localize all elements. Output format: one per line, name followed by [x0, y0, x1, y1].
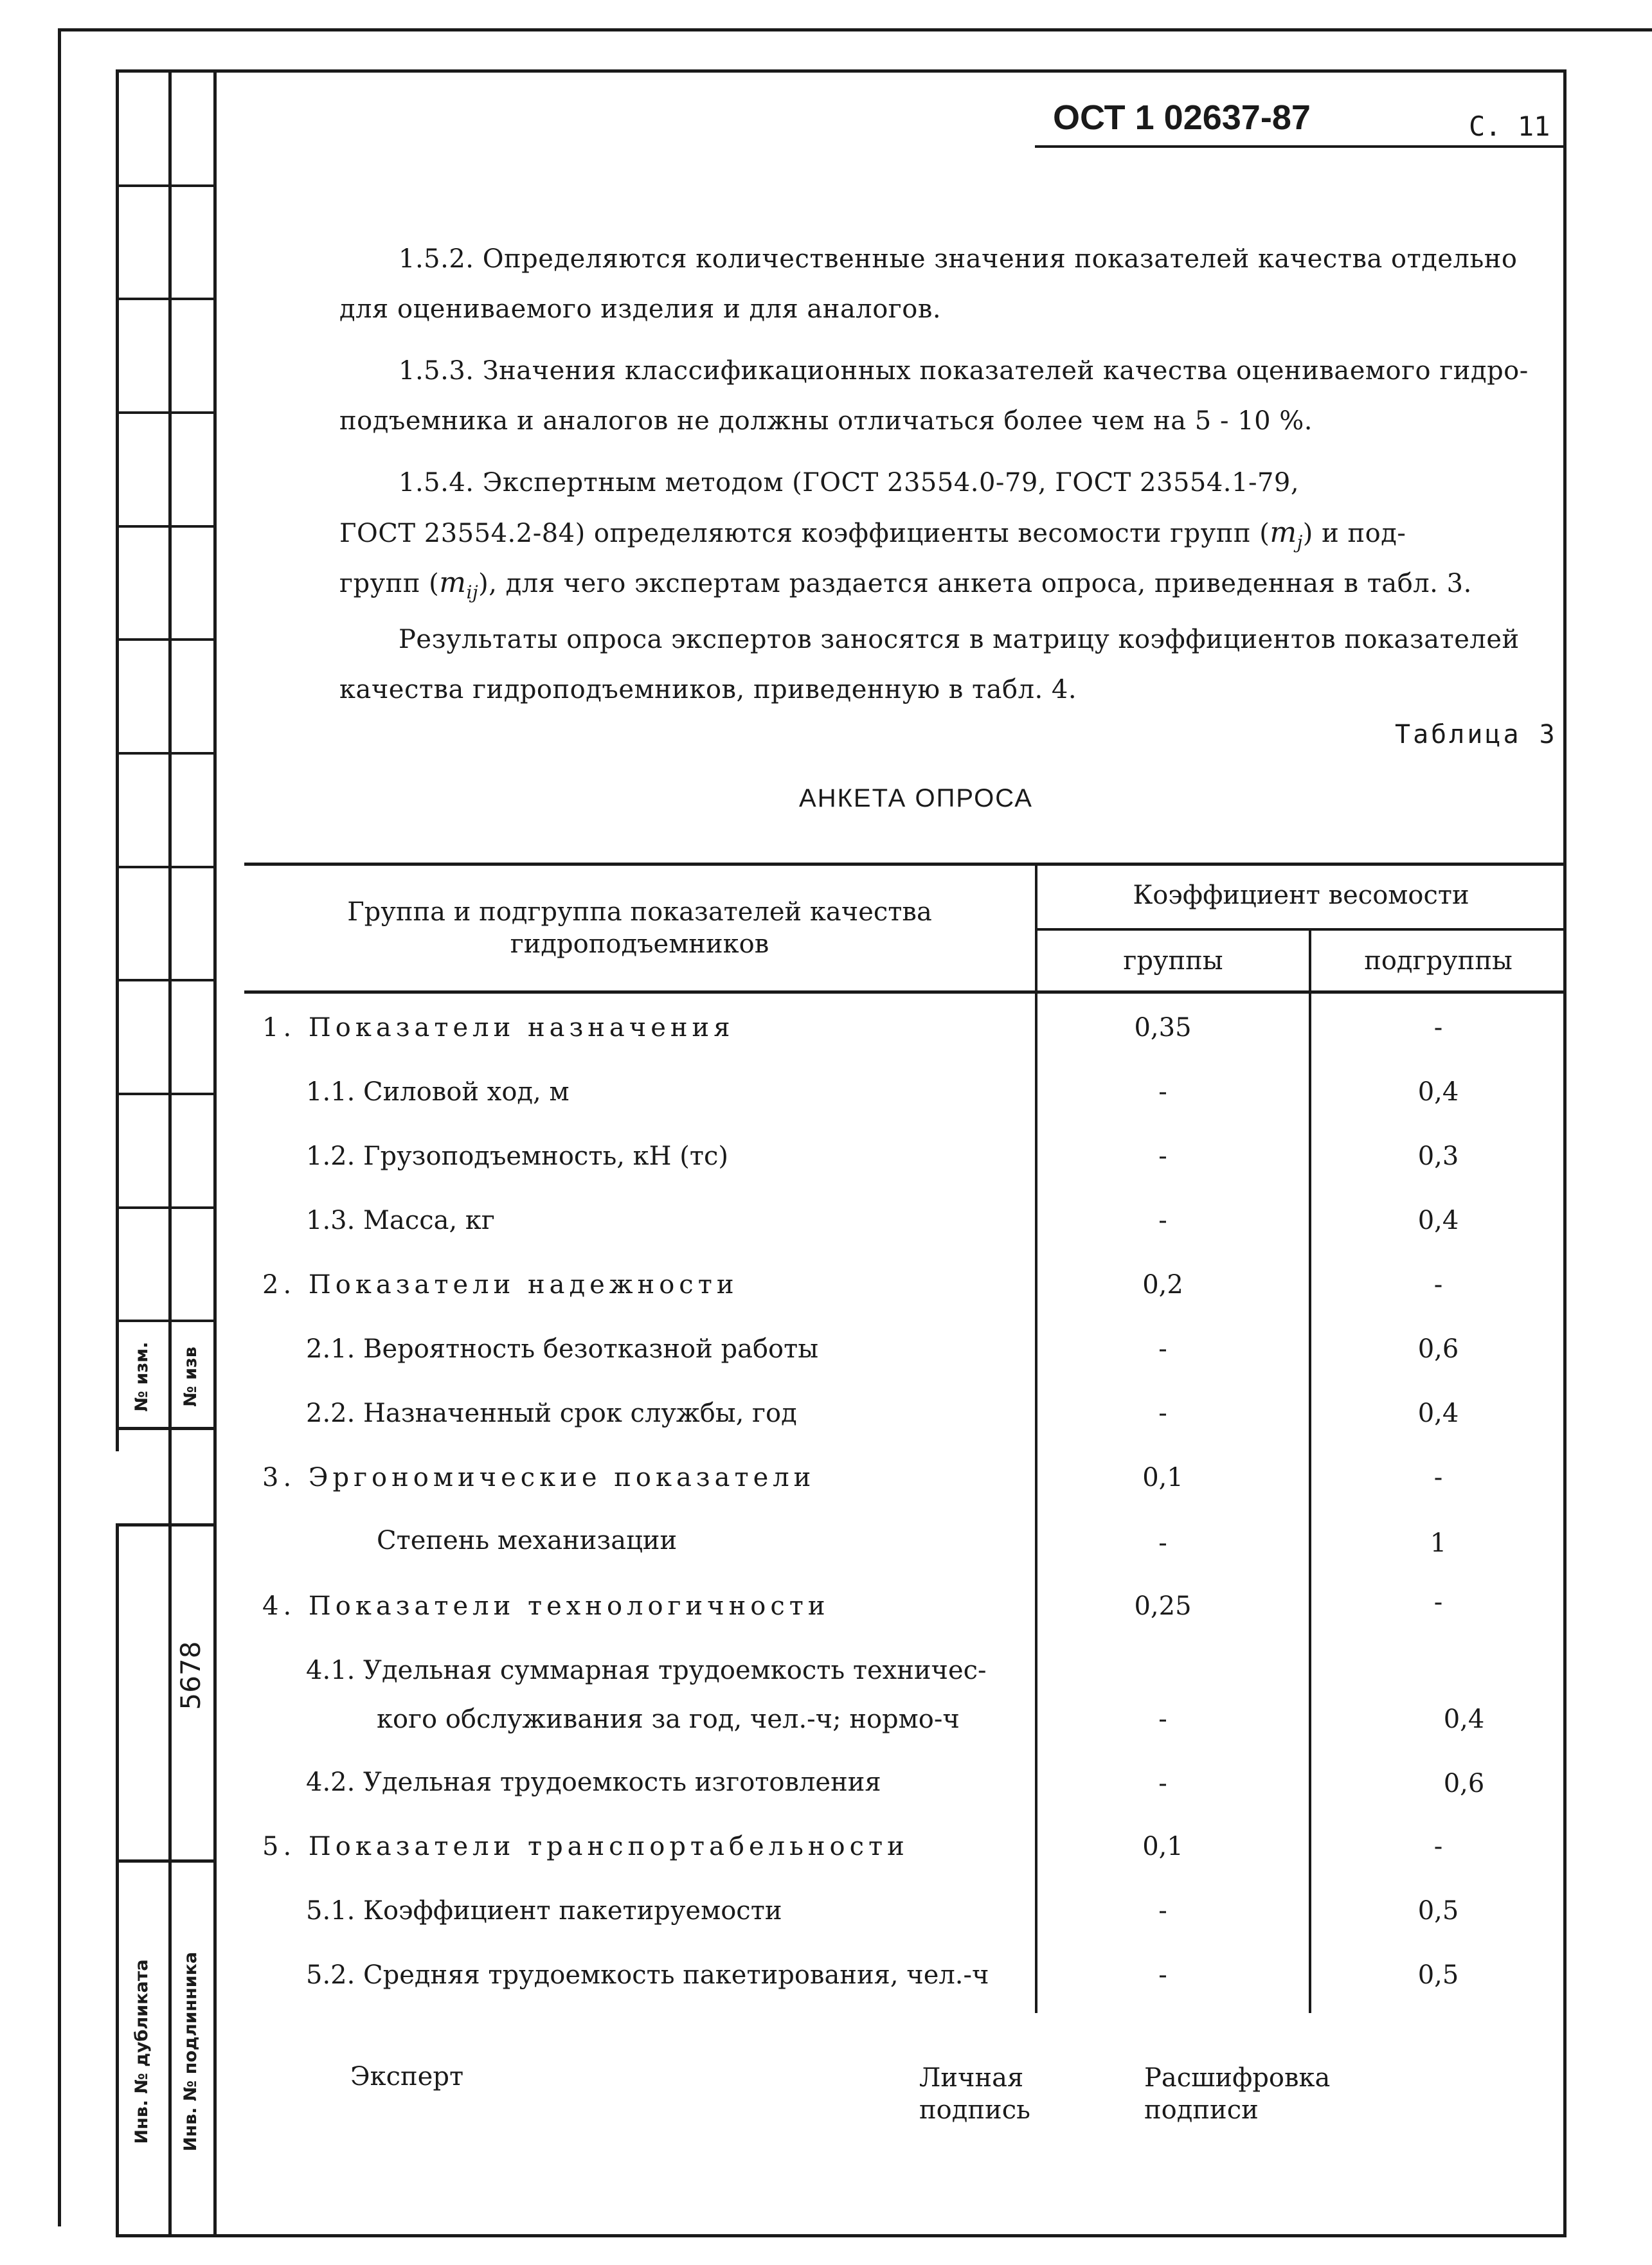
sidebar-row-line [116, 1859, 213, 1863]
row-1-1-name: 1.1. Силовой ход, м [306, 1077, 570, 1107]
signature-expert: Эксперт [350, 2062, 464, 2091]
row-1-name: 1. Показатели назначения [262, 1013, 735, 1043]
sidebar-row-line [116, 298, 213, 300]
p154-line2-start: ГОСТ 23554.2-84) определяются коэффициенты весомости групп ( [339, 519, 1270, 548]
row-3-a-group: - [1158, 1528, 1167, 1558]
row-3-a-subgroup: 1 [1430, 1528, 1447, 1558]
row-5-subgroup: - [1433, 1832, 1443, 1861]
sidebar-row-line [116, 184, 213, 187]
row-2-1-group: - [1158, 1334, 1167, 1364]
table-top-rule [244, 863, 1565, 866]
frame-top [116, 69, 1565, 73]
row-2-subgroup: - [1433, 1270, 1443, 1300]
row-3-subgroup: - [1433, 1463, 1443, 1492]
row-5-name: 5. Показатели транспортабельности [262, 1832, 909, 1861]
header-group: группы [1123, 946, 1223, 976]
row-4-1-name-cont: кого обслуживания за год, чел.-ч; нормо-ч [377, 1705, 960, 1734]
p153-line2: подъемника и аналогов не должны отличаться более чем на 5 - 10 %. [339, 406, 1313, 436]
doc-code: ОСТ 1 02637-87 [1053, 98, 1311, 137]
frame-left-outer [116, 69, 119, 1451]
row-2-name: 2. Показатели надежности [262, 1270, 739, 1300]
header-weight: Коэффициент весомости [1133, 881, 1469, 910]
sidebar-row-line [116, 638, 213, 641]
row-1-3-name: 1.3. Масса, кг [306, 1206, 495, 1235]
row-4-2-subgroup: 0,6 [1443, 1769, 1485, 1798]
row-3-name: 3. Эргономические показатели [262, 1463, 816, 1492]
table-header-bottom-rule [244, 990, 1565, 994]
row-5-group: 0,1 [1142, 1832, 1183, 1861]
sidebar-row-line [116, 752, 213, 755]
sidebar-change-no: № изм. [132, 1341, 152, 1412]
row-5-2-group: - [1158, 1960, 1167, 1990]
left-edge-line [58, 28, 61, 2226]
sidebar-row-line [116, 1093, 213, 1095]
p154-line3 [339, 558, 1472, 618]
sidebar-row-line [116, 979, 213, 981]
row-4-1-group: - [1158, 1705, 1167, 1734]
p154-line3-start: групп ( [339, 569, 440, 598]
row-5-1-name: 5.1. Коэффициент пакетируемости [306, 1896, 782, 1926]
sidebar-row-line [116, 1523, 213, 1526]
row-4-name: 4. Показатели технологичности [262, 1591, 830, 1621]
p154-line1: 1.5.4. Экспертным методом (ГОСТ 23554.0-79, ГОСТ 23554.1-79, [399, 468, 1300, 497]
table-label: Таблица 3 [1395, 720, 1558, 749]
row-2-2-group: - [1158, 1399, 1167, 1428]
sidebar-row-line [116, 1320, 213, 1322]
row-2-group: 0,2 [1142, 1270, 1183, 1300]
signature-decode-line1: Расшифровка [1144, 2063, 1331, 2093]
sidebar-row-line [116, 525, 213, 528]
p154-line3-end: ), для чего экспертам раздается анкета опроса, приведенная в табл. 3. [478, 569, 1472, 598]
row-5-2-subgroup: 0,5 [1417, 1960, 1459, 1990]
page-label: С. 11 [1469, 111, 1550, 142]
sidebar-notice-no: № изв [181, 1347, 201, 1407]
header-underline [1035, 145, 1563, 148]
frame-left-mid [168, 69, 172, 2237]
row-1-2-subgroup: 0,3 [1417, 1141, 1459, 1171]
signature-decode-line2: подписи [1144, 2095, 1259, 2125]
frame-left-inner [213, 69, 217, 2237]
symbol-m-ij: $m_{ij}$ [439, 566, 479, 603]
row-4-1-name: 4.1. Удельная суммарная трудоемкость техничес- [306, 1656, 987, 1685]
row-5-2-name: 5.2. Средняя трудоемкость пакетирования, чел.-ч [306, 1960, 989, 1990]
row-3-a-name: Степень механизации [377, 1526, 678, 1555]
row-4-2-name: 4.2. Удельная трудоемкость изготовления [306, 1768, 881, 1797]
header-subgroup: подгруппы [1364, 946, 1513, 976]
row-4-1-subgroup: 0,4 [1443, 1705, 1485, 1734]
row-2-2-name: 2.2. Назначенный срок службы, год [306, 1399, 797, 1428]
symbol-m-j: $m_j$ [1270, 516, 1303, 553]
signature-personal-line2: подпись [919, 2095, 1030, 2125]
row-1-3-subgroup: 0,4 [1417, 1206, 1459, 1235]
results-line2: качества гидроподъемников, приведенную в табл. 4. [339, 675, 1077, 704]
p152-line1: 1.5.2. Определяются количественные значения показателей качества отдельно [399, 244, 1518, 274]
frame-bottom [116, 2234, 1567, 2237]
row-1-1-group: - [1158, 1077, 1167, 1107]
header-group-subgroup-line2: гидроподъемников [510, 929, 769, 959]
row-2-2-subgroup: 0,4 [1417, 1399, 1459, 1428]
table-weight-subrule [1035, 928, 1565, 931]
p152-line2: для оцениваемого изделия и для аналогов. [339, 294, 942, 324]
row-1-1-subgroup: 0,4 [1417, 1077, 1459, 1107]
p154-line2-end: ) и под- [1302, 519, 1406, 548]
p153-line1: 1.5.3. Значения классификационных показателей качества оцениваемого гидро- [399, 356, 1529, 386]
row-1-3-group: - [1158, 1206, 1167, 1235]
row-4-group: 0,25 [1134, 1591, 1192, 1621]
top-edge-line [58, 28, 1652, 31]
row-4-subgroup: - [1433, 1588, 1443, 1617]
row-4-2-group: - [1158, 1769, 1167, 1798]
sidebar-row-line [116, 866, 213, 868]
sidebar-original-inv: Инв. № подлинника [181, 1951, 201, 2152]
row-1-2-name: 1.2. Грузоподъемность, кН (тс) [306, 1141, 728, 1171]
row-5-1-subgroup: 0,5 [1417, 1896, 1459, 1926]
sidebar-row-line [116, 411, 213, 414]
sidebar-duplicate-inv: Инв. № дубликата [132, 1959, 152, 2144]
row-1-2-group: - [1158, 1141, 1167, 1171]
row-2-1-name: 2.1. Вероятность безотказной работы [306, 1334, 819, 1364]
signature-personal-line1: Личная [919, 2063, 1024, 2093]
row-2-1-subgroup: 0,6 [1417, 1334, 1459, 1364]
sidebar-row-line [116, 1206, 213, 1209]
row-1-group: 0,35 [1134, 1013, 1192, 1043]
frame-left-outer-lower [116, 1523, 119, 2237]
row-1-subgroup: - [1433, 1013, 1443, 1043]
row-5-1-group: - [1158, 1896, 1167, 1926]
row-3-group: 0,1 [1142, 1463, 1183, 1492]
table-title: АНКЕТА ОПРОСА [799, 784, 1033, 812]
header-group-subgroup-line1: Группа и подгруппа показателей качества [347, 897, 932, 927]
results-line1: Результаты опроса экспертов заносятся в матрицу коэффициентов показателей [399, 625, 1520, 654]
sidebar-original-inv-value: 5678 [175, 1641, 206, 1710]
